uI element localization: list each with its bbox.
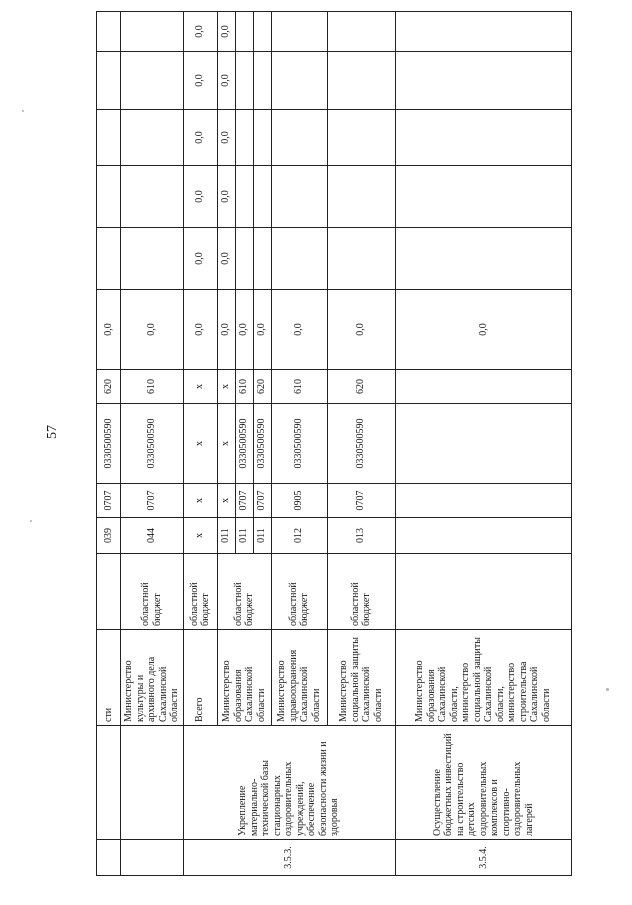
value-cell: 0,0 — [217, 166, 235, 228]
vr-cell — [395, 370, 571, 404]
value-cell — [271, 110, 327, 166]
name-cell — [97, 726, 121, 840]
vr-cell: х — [217, 370, 235, 404]
executor-cell: Министерство образования Сахалинской области, министерство социальной защиты Сахалинской области, министерство строительства Сахалинской области — [395, 630, 571, 726]
table-row — [97, 12, 121, 876]
value-cell: 0,0 — [217, 290, 235, 370]
program-table — [96, 11, 572, 876]
grbs-cell: 011 — [253, 518, 271, 554]
vr-cell: х — [183, 370, 217, 404]
csr-cell: 0330500590 — [253, 404, 271, 484]
executor-cell: Всего — [183, 630, 217, 726]
value-cell — [327, 52, 395, 110]
item-number-cell: 3.5.3. — [183, 840, 395, 876]
table-row — [183, 12, 217, 876]
scan-speck — [606, 688, 609, 691]
executor-cell: Министерство культуры и архивного дела Сахалинской области — [121, 630, 184, 726]
value-cell — [327, 166, 395, 228]
csr-cell: 0330500590 — [121, 404, 184, 484]
vr-cell: 610 — [235, 370, 253, 404]
value-cell — [395, 12, 571, 52]
item-number-cell: 3.5.4. — [395, 840, 571, 876]
page-number: 57 — [45, 425, 60, 439]
value-cell — [253, 110, 271, 166]
value-cell — [97, 12, 121, 52]
value-cell: 0,0 — [395, 290, 571, 370]
value-cell — [97, 166, 121, 228]
executor-cell: Министерство социальной защиты Сахалинской области — [327, 630, 395, 726]
rotated-table-container — [96, 12, 572, 876]
rz-cell: х — [217, 484, 235, 518]
grbs-cell — [395, 518, 571, 554]
number-cell — [121, 840, 184, 876]
value-cell — [121, 228, 184, 290]
rz-cell — [395, 484, 571, 518]
executor-cell: Министерство образования Сахалинской области — [217, 630, 271, 726]
value-cell — [97, 52, 121, 110]
source-cell: областной бюджет — [183, 554, 217, 630]
value-cell: 0,0 — [183, 166, 217, 228]
source-cell: областной бюджет — [121, 554, 184, 630]
rz-cell: х — [183, 484, 217, 518]
source-cell — [97, 554, 121, 630]
value-cell — [327, 110, 395, 166]
csr-cell: 0330500590 — [235, 404, 253, 484]
value-cell — [121, 52, 184, 110]
value-cell: 0,0 — [217, 52, 235, 110]
value-cell — [327, 228, 395, 290]
value-cell — [235, 52, 253, 110]
value-cell — [97, 110, 121, 166]
value-cell: 0,0 — [97, 290, 121, 370]
grbs-cell: 039 — [97, 518, 121, 554]
vr-cell: 620 — [97, 370, 121, 404]
csr-cell: 0330500590 — [327, 404, 395, 484]
csr-cell — [395, 404, 571, 484]
value-cell — [395, 110, 571, 166]
grbs-cell: 012 — [271, 518, 327, 554]
value-cell — [235, 110, 253, 166]
value-cell: 0,0 — [183, 228, 217, 290]
vr-cell: 610 — [121, 370, 184, 404]
vr-cell: 620 — [327, 370, 395, 404]
value-cell — [235, 228, 253, 290]
executor-cell: Министерство здравоохранения Сахалинской области — [271, 630, 327, 726]
value-cell — [253, 52, 271, 110]
name-cell — [121, 726, 184, 840]
item-name-cell: Осуществление бюджетных инвестиций на строительство детских оздоровительных комплексов и спортивно-оздоровительных лагерей — [395, 726, 571, 840]
grbs-cell: 044 — [121, 518, 184, 554]
csr-cell: 0330500590 — [97, 404, 121, 484]
scan-speck — [22, 110, 24, 112]
item-name-cell: Укрепление материально-технической базы стационарных оздоровительных учреждений, обеспечение безопасности жизни и здоровья — [183, 726, 395, 840]
vr-cell: 610 — [271, 370, 327, 404]
vr-cell: 620 — [253, 370, 271, 404]
rz-cell: 0707 — [97, 484, 121, 518]
value-cell: 0,0 — [327, 290, 395, 370]
csr-cell: х — [183, 404, 217, 484]
value-cell — [253, 228, 271, 290]
rz-cell: 0707 — [327, 484, 395, 518]
value-cell — [271, 52, 327, 110]
csr-cell: х — [217, 404, 235, 484]
value-cell — [395, 228, 571, 290]
csr-cell: 0330500590 — [271, 404, 327, 484]
value-cell — [253, 166, 271, 228]
source-cell — [395, 554, 571, 630]
value-cell — [121, 110, 184, 166]
scan-speck — [30, 520, 32, 522]
rz-cell: 0707 — [121, 484, 184, 518]
value-cell: 0,0 — [217, 228, 235, 290]
value-cell: 0,0 — [235, 290, 253, 370]
value-cell — [395, 166, 571, 228]
number-cell — [97, 840, 121, 876]
value-cell: 0,0 — [183, 12, 217, 52]
value-cell: 0,0 — [183, 110, 217, 166]
value-cell — [121, 166, 184, 228]
source-cell: областной бюджет — [217, 554, 271, 630]
grbs-cell: 011 — [217, 518, 235, 554]
rz-cell: 0707 — [253, 484, 271, 518]
value-cell — [235, 12, 253, 52]
executor-cell: сти — [97, 630, 121, 726]
value-cell — [235, 166, 253, 228]
source-cell: областной бюджет — [271, 554, 327, 630]
grbs-cell: х — [183, 518, 217, 554]
value-cell: 0,0 — [183, 290, 217, 370]
source-cell: областной бюджет — [327, 554, 395, 630]
value-cell: 0,0 — [183, 52, 217, 110]
value-cell — [121, 12, 184, 52]
table-row — [121, 12, 184, 876]
value-cell — [395, 52, 571, 110]
rz-cell: 0707 — [235, 484, 253, 518]
value-cell — [271, 166, 327, 228]
value-cell — [271, 12, 327, 52]
grbs-cell: 011 — [235, 518, 253, 554]
value-cell: 0,0 — [217, 110, 235, 166]
rz-cell: 0905 — [271, 484, 327, 518]
value-cell: 0,0 — [121, 290, 184, 370]
value-cell: 0,0 — [271, 290, 327, 370]
value-cell — [253, 12, 271, 52]
table-row — [395, 12, 571, 876]
grbs-cell: 013 — [327, 518, 395, 554]
value-cell — [327, 12, 395, 52]
value-cell: 0,0 — [217, 12, 235, 52]
value-cell — [97, 228, 121, 290]
value-cell: 0,0 — [253, 290, 271, 370]
value-cell — [271, 228, 327, 290]
